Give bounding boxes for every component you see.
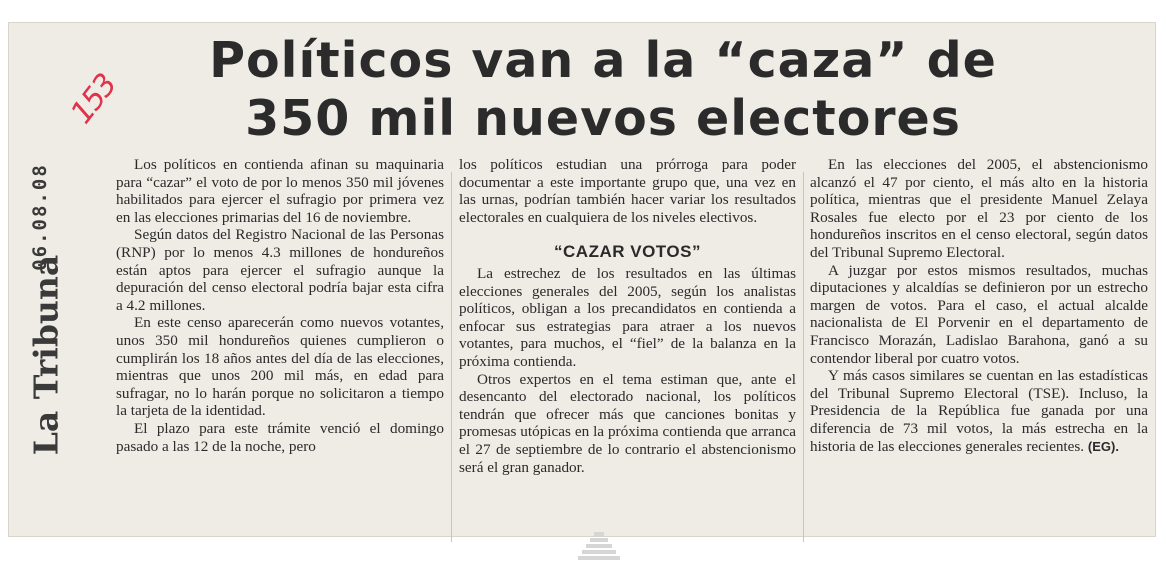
- column-divider: [803, 172, 804, 542]
- paragraph: La estrechez de los resultados en las últimas elecciones generales del 2005, según los analistas políticos, obligan a los precandidatos en contienda a enfocar sus estrategias para atraer a los nuevos votantes, para muchos, el “fiel” de la balanza en la próxima contienda.: [459, 264, 796, 370]
- column-divider: [451, 172, 452, 542]
- subheading: “CAZAR VOTOS”: [554, 242, 701, 262]
- headline: [138, 32, 1068, 148]
- paragraph: [810, 367, 1148, 455]
- handwritten-note: 153: [64, 68, 124, 131]
- paragraph: los políticos estudian una prórroga para poder documentar a este importante grupo que, una vez en las urnas, podrían también hacer variar los resultados electorales en cualquiera de los niveles electivos.: [459, 156, 796, 226]
- paragraph: A juzgar por estos mismos resultados, muchas diputaciones y alcaldías se definieron por un estrecho margen de votos. Para el caso, el actual alcalde nacionalista de El Porvenir en el departamento de Francisco Morazán, Ladislao Barahona, ganó a su contendor liberal por cuatro votos.: [810, 261, 1148, 367]
- headline-line-1: Políticos van a la “caza” de: [209, 32, 997, 89]
- date-stamp: [20, 152, 60, 282]
- paragraph-text: Y más casos similares se cuentan en las estadísticas del Tribunal Supremo Electoral (TSE). Incluso, la Presidencia de la República fue ganada por una diferencia de 73 mil votos, la más estrecha en la historia de las elecciones generales recientes.: [810, 367, 1148, 455]
- scroll-indicator-icon: [578, 530, 620, 570]
- paragraph: El plazo para este trámite venció el domingo pasado a las 12 de la noche, pero: [116, 419, 444, 455]
- paragraph: Los políticos en contienda afinan su maquinaria para “cazar” el voto de por lo menos 350 mil jóvenes habilitados para ejercer el sufragio por primera vez en las elecciones primarias del 16 de noviembre.: [116, 156, 444, 226]
- column-2: [459, 156, 796, 476]
- column-3: [810, 156, 1148, 455]
- paragraph: En este censo aparecerán como nuevos votantes, unos 350 mil hondureños quienes cumplieron o cumplirán los 18 años antes del día de las elecciones, mientras que unos 200 mil más, en edad para sufragar, no lo harán porque no solicitaron a tiempo la tarjeta de la identidad.: [116, 314, 444, 420]
- date-text: 06.08.08: [29, 163, 51, 271]
- column-1: [116, 156, 444, 455]
- author-credit: (EG).: [1087, 438, 1119, 454]
- newspaper-clipping: [8, 22, 1156, 537]
- headline-line-2: 350 mil nuevos electores: [245, 90, 961, 147]
- paragraph: En las elecciones del 2005, el abstencionismo alcanzó el 47 por ciento, el más alto en la historia política, mientras que el presidente Manuel Zelaya Rosales fue electo por el 23 por ciento de los hondureños inscritos en el censo electoral, según datos del Tribunal Supremo Electoral.: [810, 156, 1148, 261]
- paragraph: Otros expertos en el tema estiman que, ante el desencanto del electorado nacional, los políticos tendrán que ofrecer más que canciones bonitas y promesas utópicas en la próxima contienda que arranca el 27 de septiembre de lo contrario el abstencionismo será el gran ganador.: [459, 370, 796, 476]
- paper-name: La Tribuna: [26, 254, 66, 456]
- paragraph: Según datos del Registro Nacional de las Personas (RNP) por lo menos 4.3 millones de hondureños están aptos para ejercer el sufragio aunque la depuración del censo electoral podría bajar esta cifra a 4.2 millones.: [116, 226, 444, 314]
